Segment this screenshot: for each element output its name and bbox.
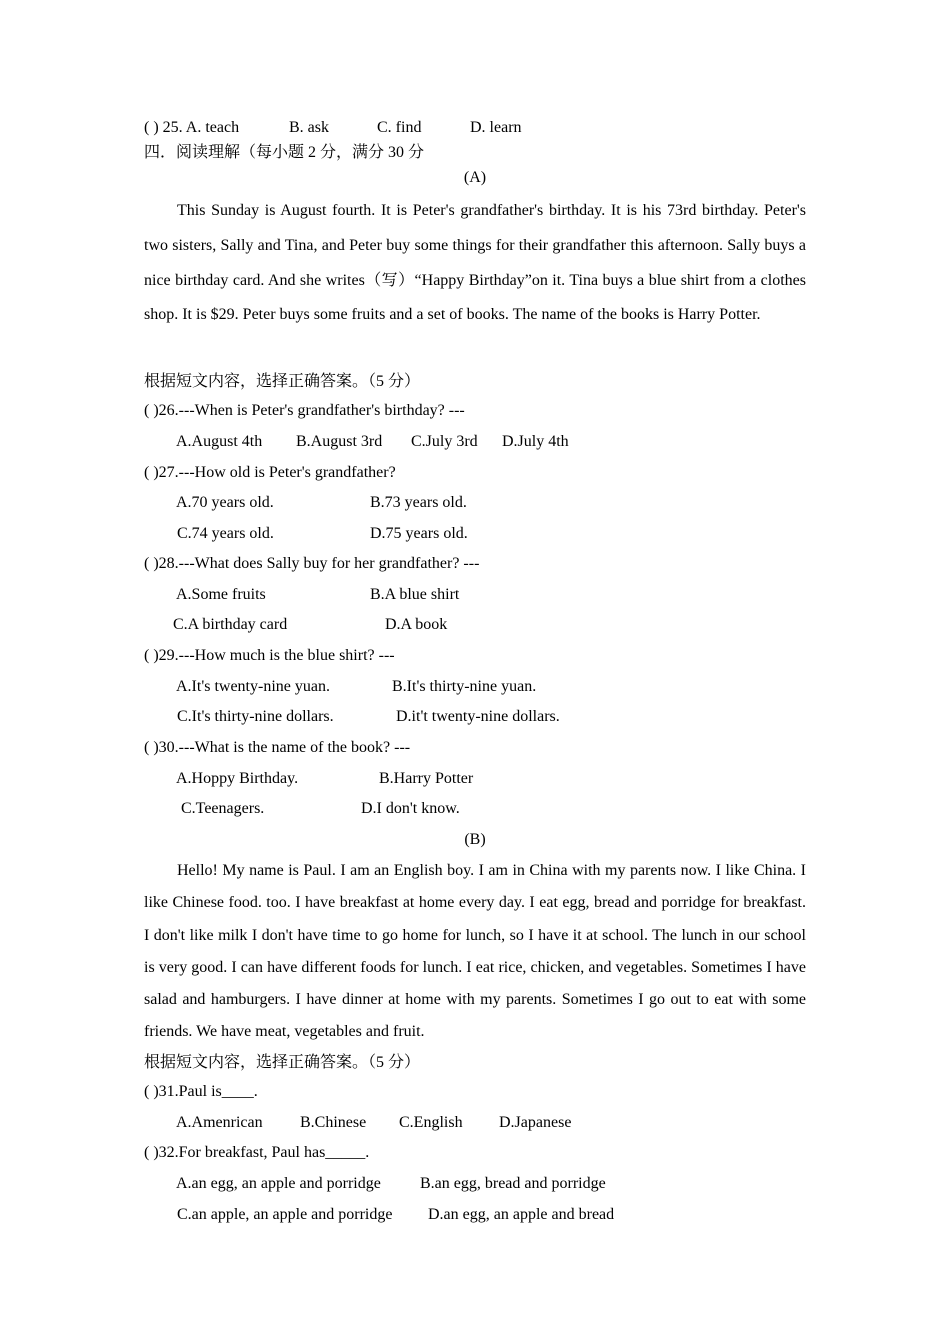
question-27-option-c: C.74 years old.: [177, 525, 274, 542]
question-31-option-a: A.Amenrican: [176, 1114, 263, 1131]
question-31-option-c: C.English: [399, 1114, 463, 1131]
passage-a-instruction: 根据短文内容，选择正确答案。（5 分）: [144, 373, 421, 390]
passage-a-label: (A): [463, 169, 487, 186]
passage-a-text: This Sunday is August fourth. It is Peter's grandfather's birthday. It is his 73rd birthday. Peter's two sisters, Sally and Tina, and Peter buy some things for their grandfather this afternoon. Sally buys a nice birthday card. And she writes（写）“Happy Birthday”on it. Tina buys a blue shirt from a clothes shop. It is $29. Peter buys some fruits and a set of books. The name of the books is Harry Potter.: [144, 202, 806, 324]
question-26-option-c: C.July 3rd: [411, 433, 478, 450]
question-30-option-c: C.Teenagers.: [181, 800, 265, 817]
section-heading: 四．阅读理解（每小题 2 分，满分 30 分: [144, 144, 425, 161]
question-28-option-d: D.A book: [385, 616, 448, 633]
question-31-option-b: B.Chinese: [300, 1114, 367, 1131]
question-26-option-b: B.August 3rd: [296, 433, 383, 450]
question-27: ( )27.---How old is Peter's grandfather?: [144, 464, 396, 481]
question-29-option-b: B.It's thirty-nine yuan.: [392, 678, 537, 695]
passage-b-text: Hello! My name is Paul. I am an English boy. I am in China with my parents now. I like China. I like Chinese food. too. I have breakfast at home every day. I eat egg, bread and porridge for breakfast. I don't like milk I don't have time to go home for lunch, so I have it at school. The lunch in our school is very good. I can have different foods for lunch. I eat rice, chicken, and vegetables. Sometimes I have salad and hamburgers. I have dinner at home with my parents. Sometimes I go out to eat with some friends. We have meat, vegetables and fruit.: [144, 862, 806, 1041]
question-25-option-c: C. find: [377, 119, 422, 136]
question-26: ( )26.---When is Peter's grandfather's birthday? ---: [144, 402, 465, 419]
question-25-option-b: B. ask: [289, 119, 329, 136]
question-32-option-d: D.an egg, an apple and bread: [428, 1206, 615, 1223]
question-29-option-d: D.it't twenty-nine dollars.: [396, 708, 560, 725]
question-30-option-a: A.Hoppy Birthday.: [176, 770, 299, 787]
question-29: ( )29.---How much is the blue shirt? ---: [144, 647, 395, 664]
question-29-option-c: C.It's thirty-nine dollars.: [177, 708, 334, 725]
question-30-option-b: B.Harry Potter: [379, 770, 474, 787]
question-28: ( )28.---What does Sally buy for her grandfather? ---: [144, 555, 480, 572]
question-25-stem-option-a: ( ) 25. A. teach: [144, 119, 240, 136]
question-26-option-a: A.August 4th: [176, 433, 263, 450]
question-25-option-d: D. learn: [470, 119, 522, 136]
question-32-option-a: A.an egg, an apple and porridge: [176, 1175, 381, 1192]
passage-b-instruction: 根据短文内容，选择正确答案。（5 分）: [144, 1054, 421, 1071]
question-32-option-b: B.an egg, bread and porridge: [420, 1175, 606, 1192]
question-25: [144, 118, 239, 138]
question-31-option-d: D.Japanese: [499, 1114, 572, 1131]
question-31: ( )31.Paul is____.: [144, 1083, 258, 1100]
question-32: ( )32.For breakfast, Paul has_____.: [144, 1144, 370, 1161]
question-32-option-c: C.an apple, an apple and porridge: [177, 1206, 393, 1223]
question-27-option-b: B.73 years old.: [370, 494, 467, 511]
question-28-option-a: A.Some fruits: [176, 586, 266, 603]
question-30: ( )30.---What is the name of the book? ---: [144, 739, 411, 756]
question-27-option-a: A.70 years old.: [176, 494, 274, 511]
question-28-option-b: B.A blue shirt: [370, 586, 460, 603]
question-28-option-c: C.A birthday card: [173, 616, 288, 633]
question-26-option-d: D.July 4th: [502, 433, 569, 450]
passage-b-label: (B): [464, 831, 486, 848]
question-27-option-d: D.75 years old.: [370, 525, 468, 542]
question-29-option-a: A.It's twenty-nine yuan.: [176, 678, 330, 695]
question-30-option-d: D.I don't know.: [361, 800, 460, 817]
